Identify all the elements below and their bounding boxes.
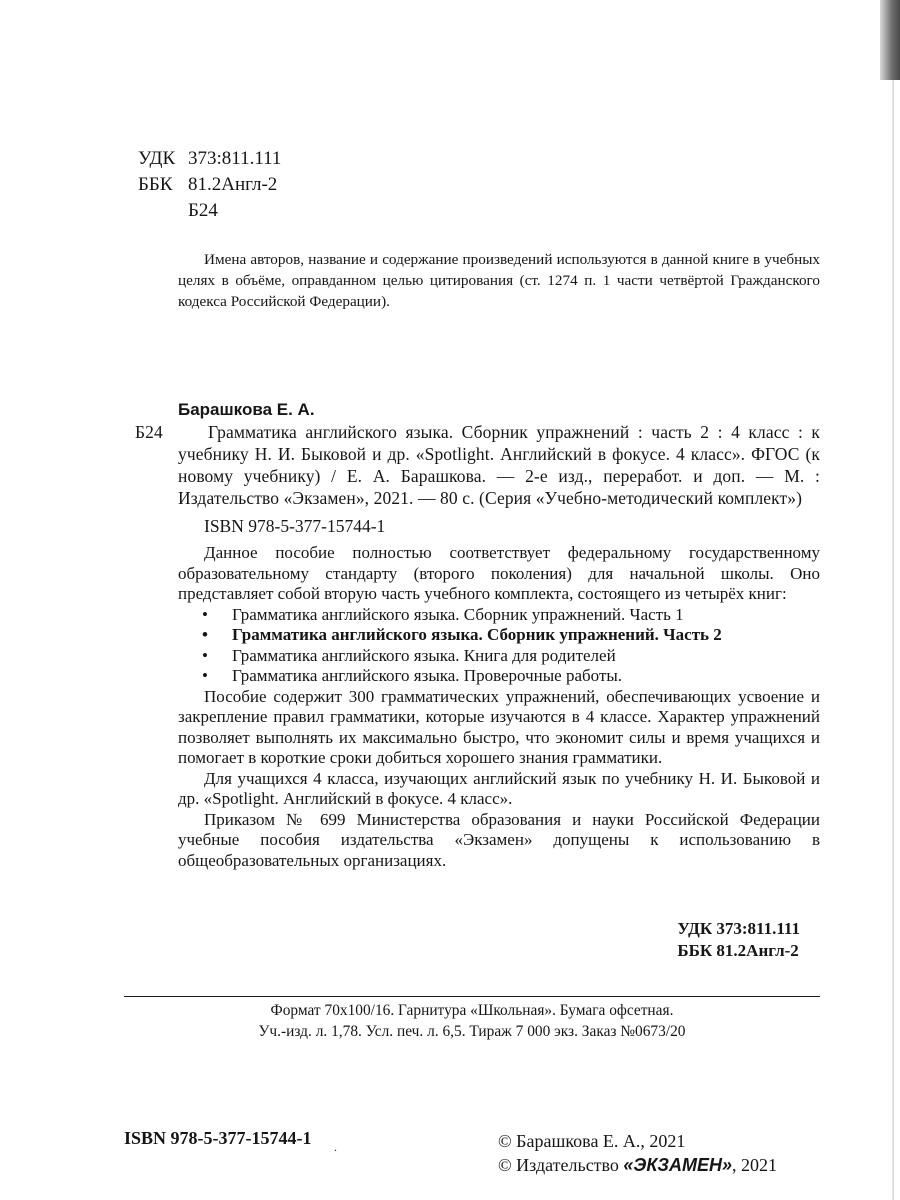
book-list [178, 605, 820, 687]
page-edge-shadow [880, 0, 900, 80]
print-mark: . [334, 1140, 337, 1154]
list-item: • Грамматика английского языка. Проверочные работы. [202, 666, 623, 685]
bbk-value: 81.2Англ-2 [188, 174, 278, 195]
footer-isbn: ISBN 978-5-377-15744-1 [124, 1128, 312, 1148]
annotation [178, 543, 820, 871]
divider [124, 996, 820, 997]
bib-code: Б24 [135, 422, 163, 442]
author-mark: Б24 [188, 200, 218, 221]
isbn-line: ISBN 978-5-377-15744-1 [204, 516, 386, 536]
list-item-current: • Грамматика английского языка. Сборник упражнений. Часть 2 [202, 625, 722, 644]
bbk-row [138, 172, 281, 198]
annotation-order: Приказом № 699 Министерства образования и науки Российской Федерации учебные пособия издательства «Экзамен» допущены к использованию в общеобразовательных организациях. [178, 809, 820, 870]
udk-code: УДК 373:811.111 [677, 919, 800, 938]
bbk-code: ББК 81.2Англ-2 [677, 941, 799, 960]
bullet-icon: • [202, 604, 208, 624]
copyright-author: © Барашкова Е. А., 2021 [498, 1131, 686, 1151]
bullet-icon: • [202, 625, 208, 644]
bullet-icon: • [202, 645, 208, 665]
udk-value: 373:811.111 [188, 148, 282, 169]
copyright-publisher: © Издательство «ЭКЗАМЕН», 2021 [498, 1155, 778, 1175]
list-item: • Грамматика английского языка. Сборник упражнений. Часть 1 [202, 604, 684, 624]
classification-footer [677, 918, 800, 962]
notice-text: Имена авторов, название и содержание произведений используются в данной книге в учебных целях в объёме, оправданном целью цитирования (ст. 1274 п. 1 части четвёртой Гражданского кодекса Российской Федерации). [178, 251, 820, 310]
imprint-line-1: Формат 70х100/16. Гарнитура «Школьная». Бумага офсетная. [270, 1002, 674, 1019]
annotation-intro: Данное пособие полностью соответствует федеральному государственному образовательному стандарту (второго поколения) для начальной школы. Оно представляет собой вторую часть учебного комплекта, состоящего из четырёх книг: [178, 543, 820, 603]
bib-text: Грамматика английского языка. Сборник упражнений : часть 2 : 4 класс : к учебнику Н. И. Быковой и др. «Spotlight. Английский в фокусе. 4 класс». ФГОС (к новому учебнику) / Е. А. Барашкова. — 2-е изд., переработ. и доп. — М. : Издательство «Экзамен», 2021. — 80 с. (Серия «Учебно-методический комплект») [178, 422, 820, 508]
udk-row [138, 146, 281, 172]
bibliographic-record [135, 399, 820, 871]
list-item: • Грамматика английского языка. Книга для родителей [202, 645, 616, 665]
copyright-block [498, 1129, 777, 1177]
imprint-line-2: Уч.-изд. л. 1,78. Усл. печ. л. 6,5. Тираж 7 000 экз. Заказ №0673/20 [258, 1023, 686, 1040]
imprint [124, 1000, 820, 1042]
udk-label: УДК [138, 148, 176, 169]
publisher-brand: «ЭКЗАМЕН» [623, 1155, 733, 1175]
bibliographic-description [135, 421, 820, 509]
author-mark-row [138, 198, 281, 224]
copyright-notice [178, 249, 820, 312]
bbk-label: ББК [138, 174, 173, 195]
page-edge-line [892, 80, 894, 1200]
annotation-content: Пособие содержит 300 грамматических упражнений, обеспечивающих усвоение и закрепление правил грамматики, которые изучаются в 4 классе. Характер упражнений позволяет выполнять их максимально быстро, что экономит силы и время учащихся и помогает в короткие сроки добиться хорошего знания грамматики. [178, 686, 820, 767]
bullet-icon: • [202, 666, 208, 685]
annotation-audience: Для учащихся 4 класса, изучающих английский язык по учебнику Н. И. Быковой и др. «Spotlight. Английский в фокусе. 4 класс». [178, 768, 820, 808]
author-name: Барашкова Е. А. [178, 400, 315, 419]
classification-header [138, 146, 281, 224]
